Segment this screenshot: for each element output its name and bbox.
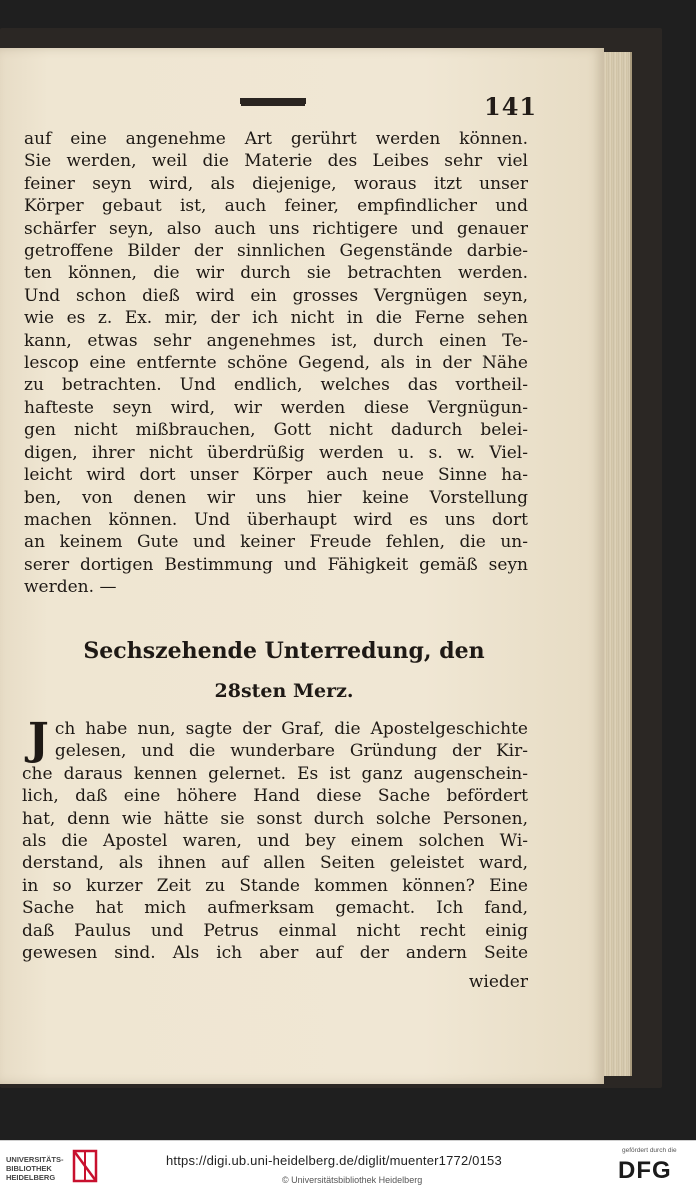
text-line: hat, denn wie hätte sie sonst durch solche Personen, [22,808,528,829]
body-text-bottom [22,714,528,964]
library-name-line: BIBLIOTHEK [6,1164,52,1173]
text-line: gen nicht mißbrauchen, Gott nicht dadurch belei- [24,420,528,441]
text-line: als die Apostel waren, und bey einem solchen Wi- [22,831,528,852]
dfg-logo-icon: DFG [618,1157,672,1184]
text-line: werden. — [24,577,117,598]
text-line: feiner seyn wird, als diejenige, woraus itzt unser [24,173,528,194]
header-rule [240,98,306,104]
text-line: kann, etwas sehr angenehmes ist, durch einen Te- [24,330,528,351]
text-line: ten können, die wir durch sie betrachten werden. [24,263,528,284]
text-line: Und schon dieß wird ein grosses Vergnügen seyn, [24,285,528,306]
text-line: getroffene Bilder der sinnlichen Gegenstände darbie- [24,241,528,262]
permalink-url[interactable]: https://digi.ub.uni-heidelberg.de/diglit/muenter1772/0153 [166,1153,502,1168]
text-line: lich, daß eine höhere Hand diese Sache befördert [22,786,528,807]
text-line: ch habe nun, sagte der Graf, die Apostelgeschichte [54,719,528,739]
text-line: Sie werden, weil die Materie des Leibes sehr viel [24,151,528,172]
text-line: che daraus kennen gelernet. Es ist ganz augenschein- [22,763,528,784]
page-number: 141 [484,92,538,121]
drop-cap: J [28,714,49,765]
text-line: hafteste seyn wird, wir werden diese Vergnügun- [24,397,528,418]
library-logo-icon [72,1149,98,1183]
section-date: 28sten Merz. [214,680,354,702]
text-line: machen können. Und überhaupt wird es uns dort [24,509,528,530]
text-line: lescop eine entfernte schöne Gegend, als in der Nähe [24,353,528,374]
viewer-footer [0,1140,696,1193]
text-line: wie es z. Ex. mir, der ich nicht in die Ferne sehen [24,308,528,329]
text-line: auf eine angenehme Art gerührt werden können. [24,129,528,149]
library-name [6,1155,70,1182]
section-heading: Sechszehende Unterredung, den [83,638,485,664]
text-line: Körper gebaut ist, auch feiner, empfindlicher und [24,196,528,217]
library-name-line: HEIDELBERG [6,1173,56,1182]
text-line: schärfer seyn, also auch uns richtigere und genauer [24,218,528,239]
catchword: wieder [468,972,528,992]
text-line: digen, ihrer nicht überdrüßig werden u. s. w. Viel- [24,442,528,463]
copyright-notice: © Universitätsbibliothek Heidelberg [282,1175,423,1185]
text-line: leicht wird dort unser Körper auch neue Sinne ha- [24,465,528,486]
text-line: serer dortigen Bestimmung und Fähigkeit gemäß seyn [24,554,528,575]
library-name-line: UNIVERSITÄTS- [6,1155,64,1164]
text-line: an keinem Gute und keiner Freude fehlen, die un- [24,532,528,553]
body-text-top [24,128,528,599]
text-line: daß Paulus und Petrus einmal nicht recht einig [22,920,528,941]
text-line: zu betrachten. Und endlich, welches das vortheil- [24,375,528,396]
text-line: ben, von denen wir uns hier keine Vorstellung [24,487,528,508]
funder-caption: gefördert durch die [622,1147,677,1154]
text-line: Sache hat mich aufmerksam gemacht. Ich fand, [22,898,528,919]
text-line: gewesen sind. Als ich aber auf der andern Seite [22,943,528,964]
text-line: derstand, als ihnen auf allen Seiten geleistet ward, [22,853,528,874]
text-line: in so kurzer Zeit zu Stande kommen können? Eine [22,875,528,896]
text-line: gelesen, und die wunderbare Gründung der Kir- [54,741,528,762]
